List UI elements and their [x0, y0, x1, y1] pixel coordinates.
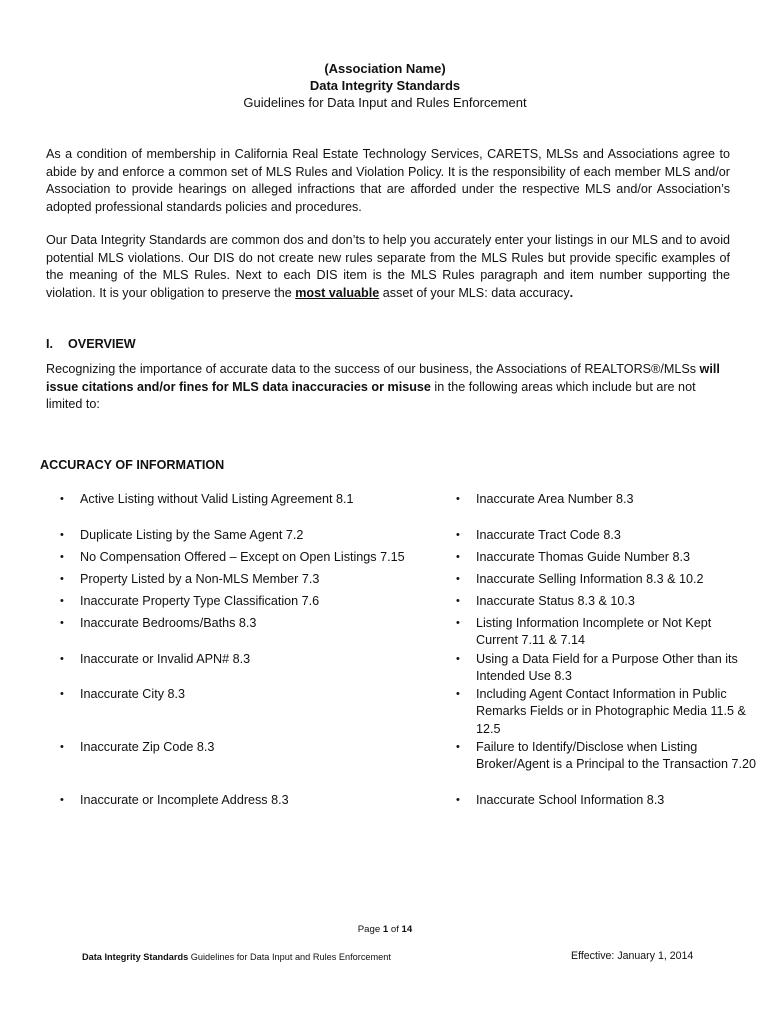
list-item-text: Duplicate Listing by the Same Agent 7.2	[80, 528, 304, 542]
section-number: I.	[46, 337, 53, 351]
intro-p2-period: .	[569, 285, 574, 300]
list-item-text: Active Listing without Valid Listing Agreement 8.1	[80, 492, 354, 506]
footer-title-rest: Guidelines for Data Input and Rules Enforcement	[188, 952, 391, 962]
section-heading-overview	[46, 336, 136, 353]
overview-text-end: in the following areas which include but are not limited to:	[46, 379, 696, 412]
list-item-text: Inaccurate Area Number 8.3	[476, 492, 634, 506]
intro-p2-emphasis: most valuable	[295, 285, 380, 300]
intro-p2-text-end: asset of your MLS: data accuracy	[379, 285, 570, 300]
page-label: Page	[357, 924, 383, 935]
bullet-icon: •	[456, 529, 460, 541]
document-subtitle: Guidelines for Data Input and Rules Enforcement	[243, 95, 527, 110]
bullet-icon: •	[456, 653, 460, 665]
bullet-icon: •	[456, 595, 460, 607]
list-item-text: Inaccurate Tract Code 8.3	[476, 528, 621, 542]
bullet-icon: •	[60, 595, 64, 607]
overview-paragraph	[46, 361, 730, 414]
footer-document-title	[82, 951, 391, 963]
document-title: Data Integrity Standards	[309, 78, 461, 93]
bullet-icon: •	[60, 573, 64, 585]
list-item-text: Inaccurate Selling Information 8.3 & 10.2	[476, 572, 704, 586]
document-header	[0, 60, 770, 111]
list-item-text: Inaccurate Status 8.3 & 10.3	[476, 594, 635, 608]
overview-bold-text: will issue citations and/or fines for MLS data inaccuracies or misuse	[46, 362, 720, 394]
list-item-text: Inaccurate City 8.3	[80, 687, 185, 701]
bullet-icon: •	[456, 551, 460, 563]
accuracy-heading: ACCURACY OF INFORMATION	[40, 458, 225, 472]
bullet-icon: •	[60, 617, 64, 629]
list-item-text: Inaccurate or Invalid APN# 8.3	[80, 652, 251, 666]
intro-paragraph-2	[46, 232, 730, 302]
bullet-icon: •	[60, 794, 64, 806]
list-item-text: Inaccurate School Information 8.3	[476, 793, 665, 807]
intro-p2-text: Our Data Integrity Standards are common dos and don’ts to help you accurately enter your listings in our MLS and to avoid potential MLS violations. Our DIS do not create new rules separate from the MLS Rules but provide specific examples of the meaning of the MLS Rules. Next to each DIS item is the MLS Rules paragraph and item number supporting the violation. It is your obligation to preserve the	[46, 233, 730, 300]
list-item-text: Inaccurate Zip Code 8.3	[80, 740, 215, 754]
bullet-icon: •	[60, 741, 64, 753]
bullet-icon: •	[60, 493, 64, 505]
intro-paragraph-1: As a condition of membership in California Real Estate Technology Services, CARETS, MLSs and Associations agree to abide by and enforce a common set of MLS Rules and Violation Policy. It is the responsibility of each member MLS and/or Association to provide hearings on alleged infractions that are afforded under the respective MLS and/or Association’s adopted professional standards policies and procedures.	[46, 147, 730, 214]
bullet-icon: •	[60, 529, 64, 541]
bullet-icon: •	[456, 688, 460, 700]
section-title: OVERVIEW	[68, 337, 136, 351]
list-item-text: Using a Data Field for a Purpose Other than its Intended Use 8.3	[476, 652, 738, 684]
page-current: 1	[382, 924, 389, 935]
list-item-text: Including Agent Contact Information in Public Remarks Fields or in Photographic Media 11.5 & 12.5	[476, 687, 746, 736]
list-item-text: Failure to Identify/Disclose when Listing Broker/Agent is a Principal to the Transaction 7.20	[476, 740, 757, 772]
footer-effective-date: Effective: January 1, 2014	[571, 950, 694, 962]
list-item-text: Inaccurate Property Type Classification 7.6	[80, 594, 320, 608]
page-total: 14	[401, 924, 413, 935]
bullet-icon: •	[60, 551, 64, 563]
list-item-text: Property Listed by a Non-MLS Member 7.3	[80, 572, 320, 586]
bullet-icon: •	[456, 573, 460, 585]
list-item-text: Inaccurate Bedrooms/Baths 8.3	[80, 616, 257, 630]
bullet-icon: •	[456, 493, 460, 505]
association-name: (Association Name)	[324, 61, 446, 76]
bullet-icon: •	[60, 653, 64, 665]
bullet-icon: •	[456, 794, 460, 806]
page-of: of	[388, 924, 402, 935]
list-item-text: Listing Information Incomplete or Not Kept Current 7.11 & 7.14	[476, 616, 712, 648]
footer-title-bold: Data Integrity Standards	[82, 952, 189, 962]
page-number	[0, 924, 770, 936]
list-item-text: Inaccurate Thomas Guide Number 8.3	[476, 550, 690, 564]
overview-text: Recognizing the importance of accurate data to the success of our business, the Associations of REALTORS®/MLSs	[46, 362, 700, 376]
bullet-icon: •	[456, 741, 460, 753]
bullet-icon: •	[456, 617, 460, 629]
list-item-text: Inaccurate or Incomplete Address 8.3	[80, 793, 289, 807]
list-item-text: No Compensation Offered – Except on Open Listings 7.15	[80, 550, 405, 564]
bullet-icon: •	[60, 688, 64, 700]
